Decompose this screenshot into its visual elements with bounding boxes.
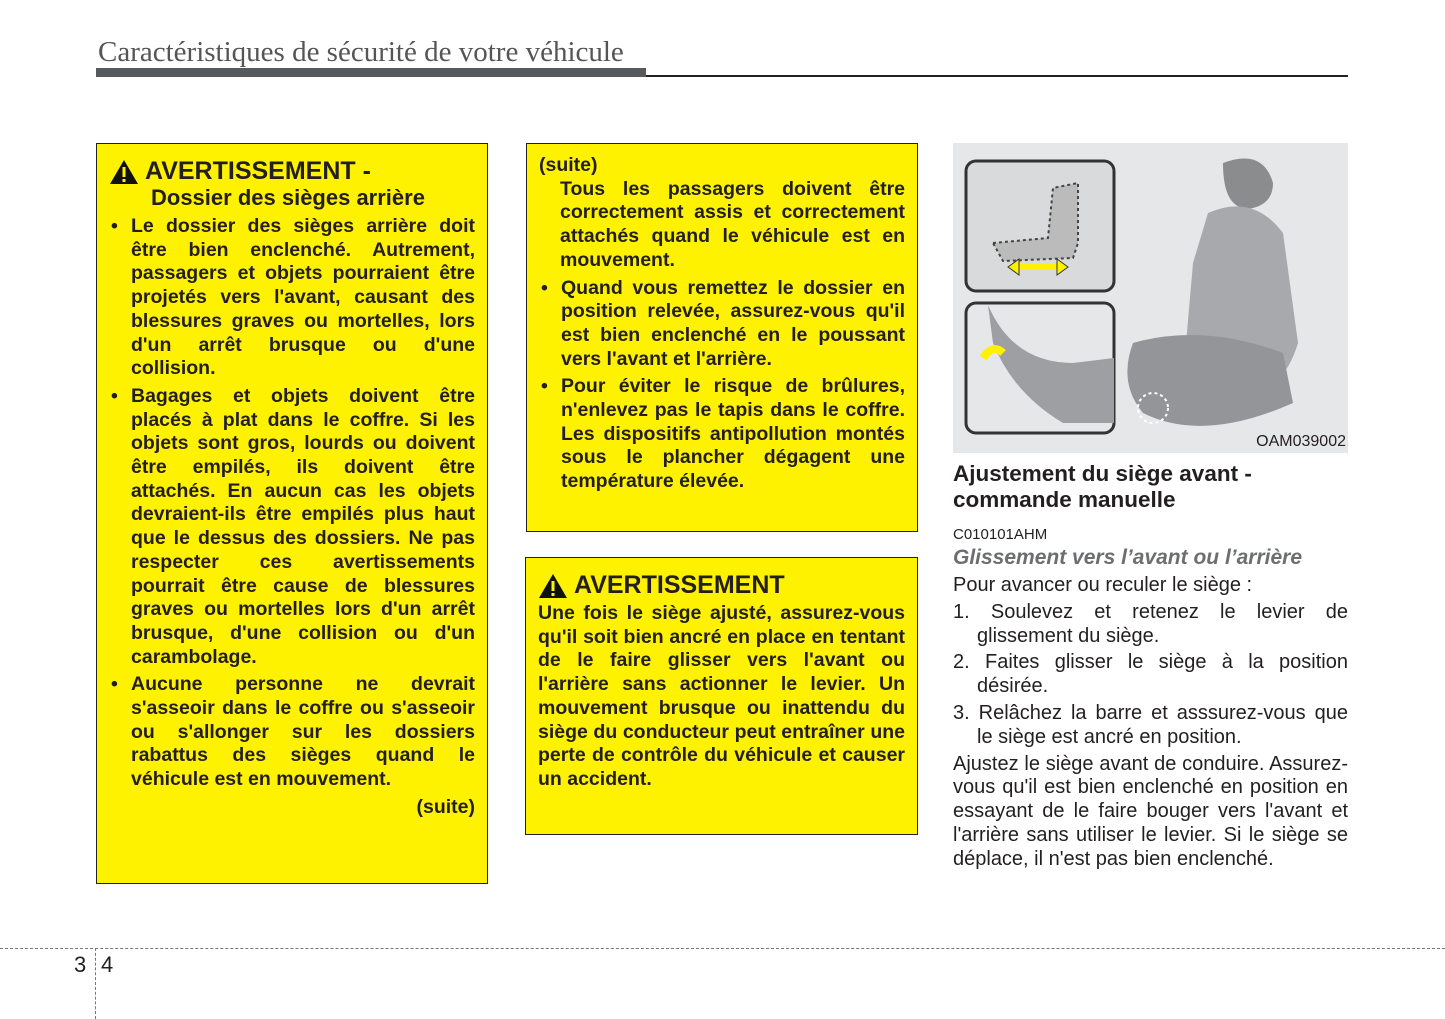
- list-item: • Pour éviter le risque de brûlures, n'enlevez pas le tapis dans le coffre. Les dispositifs antipollution montés sous le plancher dégagent une température élevée.: [539, 375, 905, 494]
- step-item: 3. Relâchez la barre et asssurez-vous que le siège est ancré en position.: [953, 701, 1348, 748]
- figure-code: OAM039002: [1256, 433, 1346, 450]
- list-item: • Quand vous remettez le dossier en position relevée, assurez-vous qu'il est bien enclenché en le poussant vers l'avant et l'arrière.: [539, 277, 905, 372]
- warning-box-rear-seatback: [96, 143, 488, 884]
- warning-title: AVERTISSEMENT -: [109, 158, 475, 185]
- section-body: [953, 574, 1348, 872]
- chapter-number: 3: [74, 952, 87, 977]
- intro-text: Pour avancer ou reculer le siège :: [953, 574, 1253, 596]
- header-bar: [96, 68, 646, 77]
- header-rule: [646, 75, 1348, 77]
- list-item: • Le dossier des sièges arrière doit être bien enclenché. Autrement, passagers et objets pourraient être projetés vers l'avant, causant des blessures graves ou mortelles, lors d'un arrêt brusque ou d'une collision.: [109, 215, 475, 381]
- warning-triangle-icon: [538, 573, 568, 599]
- warning-box-continued: [526, 143, 918, 532]
- page-number: 4: [101, 952, 114, 977]
- paragraph: Ajustez le siège avant de conduire. Assurez-vous qu'il est bien enclenché en position en essayant de le faire bouger vers l'avant et l'arrière sans utiliser le levier. Si le siège se déplace, il n'est pas bien enclenché.: [953, 752, 1348, 870]
- page-header-title: Caractéristiques de sécurité de votre véhicule: [98, 36, 624, 68]
- footer-divider: [95, 948, 96, 1019]
- seat-illustration: [953, 143, 1348, 453]
- step-item: 2. Faites glisser le siège à la position désirée.: [953, 651, 1348, 698]
- seat-drawing: [953, 143, 1348, 453]
- continued-label: (suite): [539, 154, 598, 176]
- list-item: • Bagages et objets doivent être placés à plat dans le coffre. Si les objets sont gros, lourds ou doivent être empilés, ils doivent être attachés. En aucun cas les objets devraient-ils être empilés plus haut que le dessus des dossiers. Ne pas respecter ces avertissements pourrait être cause de blessures graves ou mortelles lors d'un arrêt brusque, d'une collision ou d'un carambolage.: [109, 385, 475, 669]
- warning-title: AVERTISSEMENT: [538, 572, 905, 599]
- step-item: 1. Soulevez et retenez le levier de glissement du siège.: [953, 600, 1348, 647]
- section-title: Ajustement du siège avant - commande manuelle: [953, 461, 1252, 512]
- section-code: C010101AHM: [953, 526, 1048, 543]
- warning-text: Une fois le siège ajusté, assurez-vous qu'il soit bien ancré en place en tentant de le faire glisser vers l'avant ou l'arrière sans actionner le levier. Un mouvement brusque ou inattendu du siège du conducteur peut entraîner une perte de contrôle du véhicule et causer un accident.: [538, 602, 905, 790]
- footer-rule: [0, 948, 1445, 949]
- section-subtitle: Glissement vers l’avant ou l’arrière: [953, 546, 1303, 569]
- warning-subtitle: Dossier des sièges arrière: [151, 185, 425, 210]
- warning-box-seat-lock: [525, 557, 918, 835]
- warning-triangle-icon: [109, 159, 139, 185]
- continued-label: (suite): [416, 795, 475, 818]
- list-item: • Aucune personne ne devrait s'asseoir dans le coffre ou s'asseoir ou s'allonger sur les dossiers rabattus des sièges quand le véhicule est en mouvement.: [109, 673, 475, 792]
- intro-text: Tous les passagers doivent être correctement assis et correctement attachés quand le véhicule est en mouvement.: [560, 177, 905, 271]
